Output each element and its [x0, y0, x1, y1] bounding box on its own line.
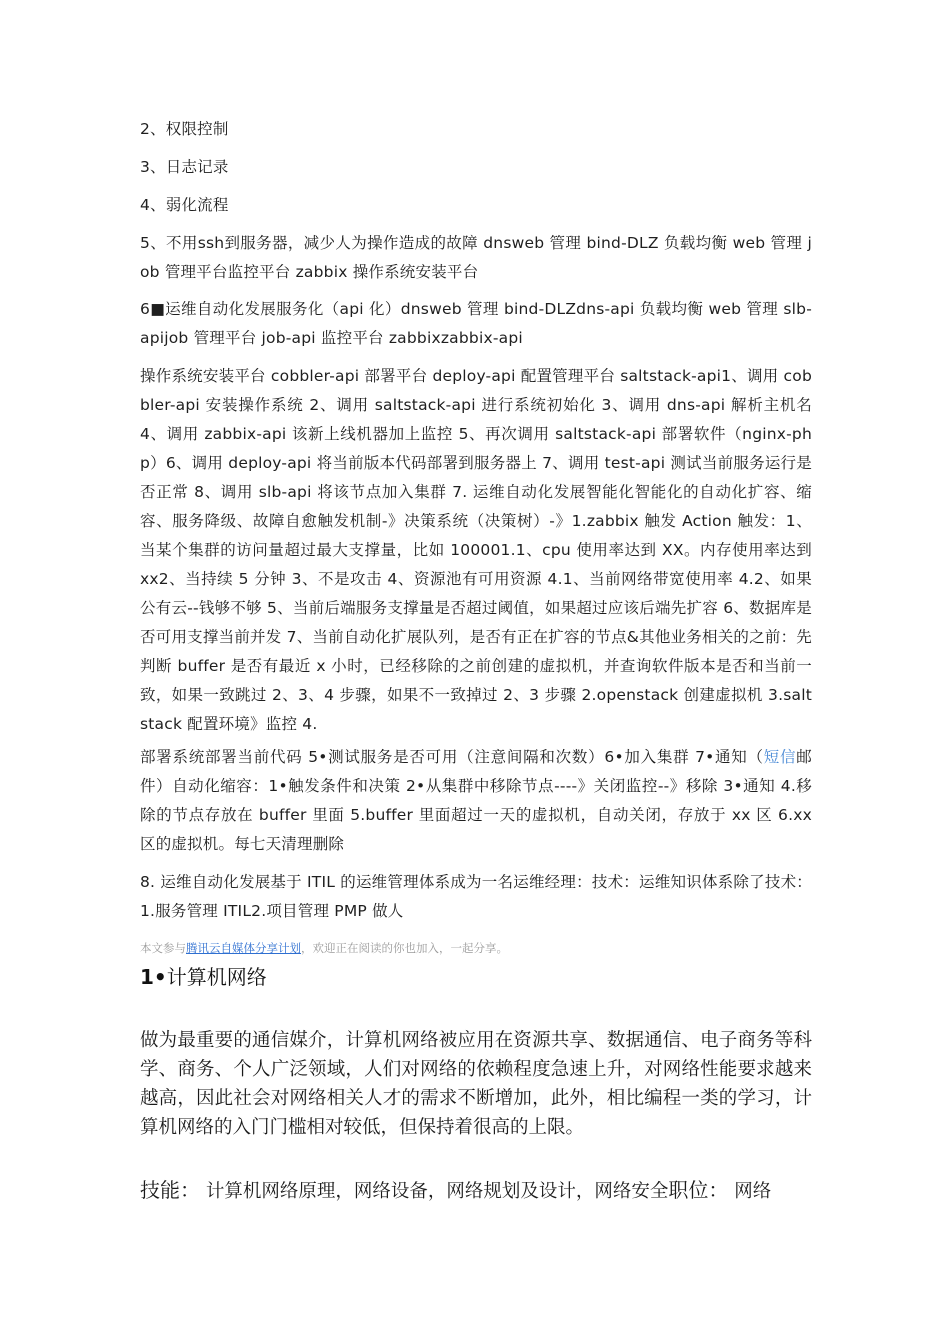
position-label: 职位：: [668, 1178, 729, 1202]
deploy-text-a: 部署系统部署当前代码 5•测试服务是否可用（注意间隔和次数）6•加入集群 7•通知（: [140, 748, 764, 766]
section-heading: [140, 962, 267, 992]
paragraph-itil: 8. 运维自动化发展基于 ITIL 的运维管理体系成为一名运维经理：技术：运维知识体系除了技术：1.服务管理 ITIL2.项目管理 PMP 做人: [140, 873, 812, 920]
section-title: 计算机网络: [166, 965, 267, 989]
list-item-servitization: 6■运维自动化发展服务化（api 化）dnsweb 管理 bind-DLZdns-api 负载均衡 web 管理 slb-apijob 管理平台 job-api 监控平台 zabbixzabbix-api: [140, 300, 812, 347]
share-plan-note: [140, 938, 812, 958]
list-item-permission-control: 2、权限控制: [140, 120, 229, 138]
list-item-weaken-process: 4、弱化流程: [140, 196, 229, 214]
skills-text: 计算机网络原理，网络设备，网络规划及设计，网络安全: [200, 1181, 669, 1202]
note-prefix: 本文参与: [140, 941, 186, 955]
paragraph-deploy-scaling: [140, 743, 812, 859]
list-item-no-ssh: 5、不用ssh到服务器，减少人为操作造成的故障 dnsweb 管理 bind-DLZ 负载均衡 web 管理 job 管理平台监控平台 zabbix 操作系统安装平台: [140, 234, 812, 281]
share-plan-link[interactable]: 腾讯云自媒体分享计划: [186, 941, 301, 955]
position-text: 网络: [728, 1181, 772, 1202]
network-paragraph: 做为最重要的通信媒介，计算机网络被应用在资源共享、数据通信、电子商务等科学、商务、个人广泛领域，人们对网络的依赖程度急速上升，对网络性能要求越来越高，因此社会对网络相关人才的需求不断增加，此外，相比编程一类的学习，计算机网络的入门门槛相对较低，但保持着很高的上限。: [140, 1030, 812, 1138]
skills-line: [140, 1176, 812, 1206]
skills-label: 技能：: [140, 1178, 200, 1202]
deploy-text-b: 邮件）自动化缩容：1•触发条件和决策 2•从集群中移除节点----》关闭监控--》移除 3•通知 4.移除的节点存放在 buffer 里面 5.buffer 里面超过一天的虚拟机，自动关闭，存放于 xx 区 6.xx 区的虚拟机。每七天清理删除: [140, 748, 812, 853]
sms-text: 短信: [763, 748, 797, 766]
note-suffix: ，欢迎正在阅读的你也加入，一起分享。: [301, 941, 508, 955]
paragraph-automation-steps: 操作系统安装平台 cobbler-api 部署平台 deploy-api 配置管理平台 saltstack-api1、调用 cobbler-api 安装操作系统 2、调用 saltstack-api 进行系统初始化 3、调用 dns-api 解析主机名 4、调用 zabbix-api 该新上线机器加上监控 5、再次调用 saltstack-api 部署软件（nginx-php）6、调用 deploy-api 将当前版本代码部署到服务器上 7、调用 test-api 测试当前服务运行是否正常 8、调用 slb-api 将该节点加入集群 7. 运维自动化发展智能化智能化的自动化扩容、缩容、服务降级、故障自愈触发机制-》决策系统（决策树）-》1.zabbix 触发 Action 触发：1、当某个集群的访问量超过最大支撑量，比如 100001.1、cpu 使用率达到 XX。内存使用率达到 xx2、当持续 5 分钟 3、不是攻击 4、资源池有可用资源 4.1、当前网络带宽使用率 4.2、如果公有云--钱够不够 5、当前后端服务支撑量是否超过阈值，如果超过应该后端先扩容 6、数据库是否可用支撑当前并发 7、当前自动化扩展队列，是否有正在扩容的节点&其他业务相关的之前：先判断 buffer 是否有最近 x 小时，已经移除的之前创建的虚拟机，并查询软件版本是否和当前一致，如果一致跳过 2、3、4 步骤，如果不一致掉过 2、3 步骤 2.openstack 创建虚拟机 3.saltstack 配置环境》监控 4.: [140, 367, 812, 733]
list-item-log-record: 3、日志记录: [140, 158, 229, 176]
section-number: 1•: [140, 965, 167, 989]
